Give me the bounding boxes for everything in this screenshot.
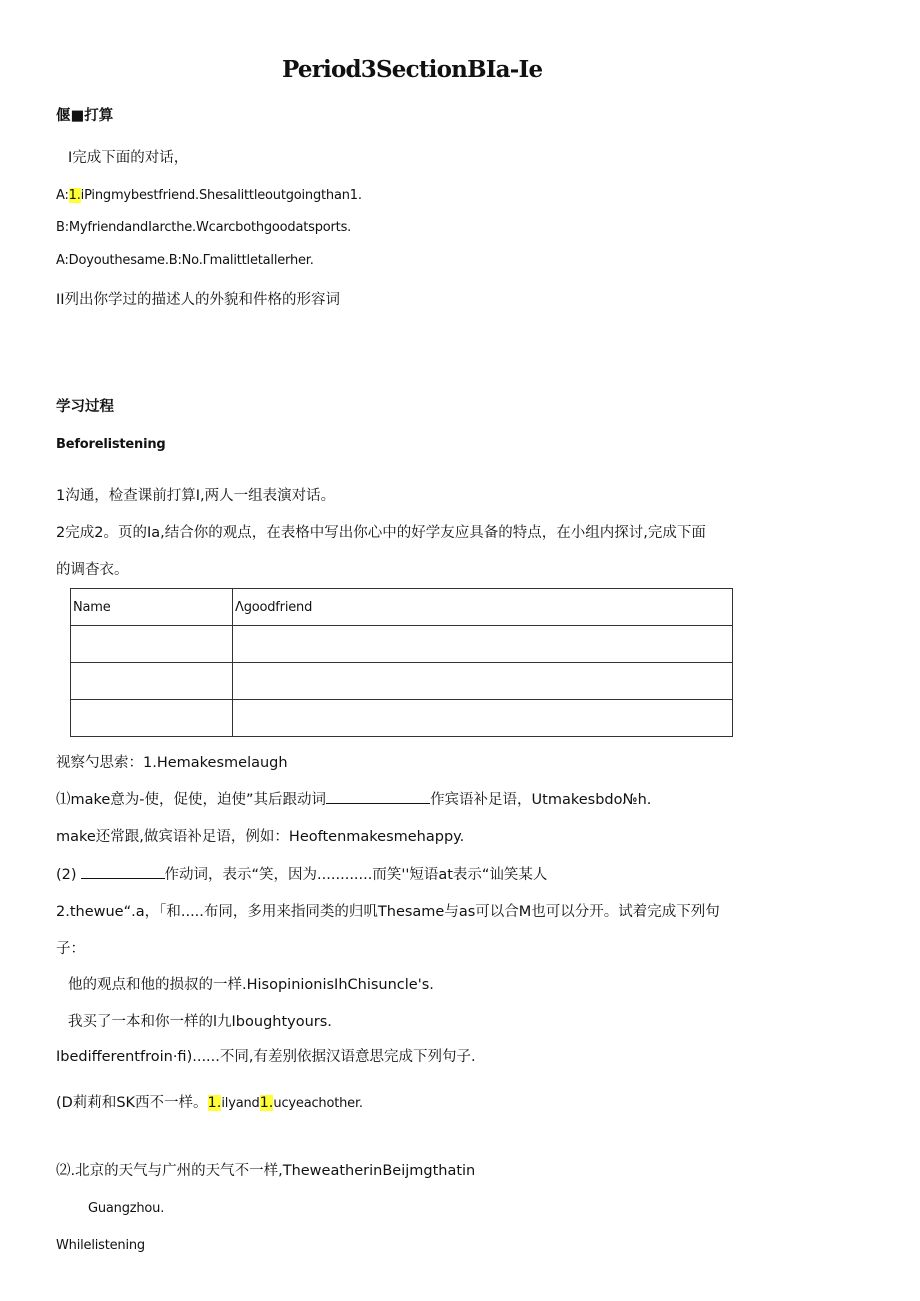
dialog-line-1 — [56, 186, 362, 206]
point-2-text-a: (2) — [56, 867, 77, 883]
process-heading: 学习过程 — [56, 399, 114, 415]
dialog-line-1-prefix: A: — [56, 188, 69, 203]
table-cell-quality[interactable] — [233, 626, 733, 663]
point-1-text-a: ⑴make意为-使，促使，迫使”其后跟动词 — [56, 792, 327, 808]
preview-task1: I完成下面的对话， — [68, 150, 189, 166]
step-1: 1沟通，检查课前打算I,两人一组表演对话。 — [56, 488, 336, 504]
question-1-rest: ucyeachother. — [273, 1096, 363, 1111]
observe-line: 视察勺思索：1.Hemakesmelaugh — [56, 755, 288, 771]
different-from-line: Ibedifferentfroin·fi)......不同,有差别依据汉语意思完成下列句子. — [56, 1049, 476, 1065]
table-header-row — [71, 589, 733, 626]
dialog-line-1-text: iPingmybestfriend.Shesalittleoutgoingthan1. — [80, 188, 362, 203]
point-1-text-b: 作宾语补足语，Utmakesbdo№h. — [430, 792, 652, 808]
highlight-mark: 1. — [259, 1095, 274, 1111]
step-2-line-1: 2完成2。页的Ia,结合你的观点，在表格中写出你心中的好学友应具备的特点，在小组内探讨,完成下面 — [56, 525, 706, 541]
point-1-line-2: make还常跟,做宾语补足语，例如：Heoftenmakesmehappy. — [56, 829, 465, 845]
before-listening-label: Beforelistening — [56, 437, 166, 452]
fill-blank[interactable] — [326, 789, 430, 804]
header-good-friend: Λgoodfriend — [233, 589, 733, 626]
table-cell-name[interactable] — [71, 663, 233, 700]
example-2: 我买了一本和你一样的l九Iboughtyours. — [68, 1014, 332, 1030]
point-3-line-2: 子： — [56, 941, 85, 957]
survey-table — [70, 588, 733, 737]
header-name: Name — [71, 589, 233, 626]
point-1 — [56, 789, 651, 810]
while-listening-label: Whilelistening — [56, 1238, 145, 1253]
highlight-mark: 1. — [207, 1095, 222, 1111]
dialog-line-3: A:Doyouthesame.B:No.Γmalittletallerher. — [56, 253, 314, 268]
table-row — [71, 700, 733, 737]
point-2 — [56, 864, 547, 885]
question-1-mid: ilyand — [221, 1096, 260, 1111]
point-3-line-1: 2.thewue“.a，「和.....布同，多用来指同类的归叽Thesame与as可以合M也可以分开。试着完成下列句 — [56, 904, 720, 920]
question-1 — [56, 1093, 363, 1114]
table-row — [71, 663, 733, 700]
step-2-line-2: 的调杳衣。 — [56, 562, 129, 578]
example-1: 他的观点和他的损叔的一样.HisopinionisIhChisuncle's. — [68, 977, 434, 993]
question-2-line-1: ⑵.北京的天气与广州的天气不一样,TheweatherinBeijmgthatin — [56, 1163, 476, 1179]
preview-task2: II列出你学过的描述人的外貌和件格的形容词 — [56, 292, 341, 308]
table-cell-quality[interactable] — [233, 663, 733, 700]
table-cell-quality[interactable] — [233, 700, 733, 737]
table-cell-name[interactable] — [71, 700, 233, 737]
table-cell-name[interactable] — [71, 626, 233, 663]
point-2-text-b: 作动词，表示“笑，因为............而笑''短语at表示“讪笑某人 — [164, 867, 548, 883]
fill-blank[interactable] — [81, 864, 165, 879]
preview-heading: 偃■打算 — [56, 108, 114, 124]
question-2-line-2: Guangzhou. — [88, 1201, 165, 1216]
page-title: Period3SectionBIa-Ie — [282, 56, 543, 83]
dialog-line-2: B:MyfriendandIarcthe.Wcarcbothgoodatsports. — [56, 220, 352, 235]
highlight-mark: 1. — [68, 188, 81, 203]
question-1-prefix: (D莉莉和SK西不一样。 — [56, 1095, 208, 1111]
table-row — [71, 626, 733, 663]
